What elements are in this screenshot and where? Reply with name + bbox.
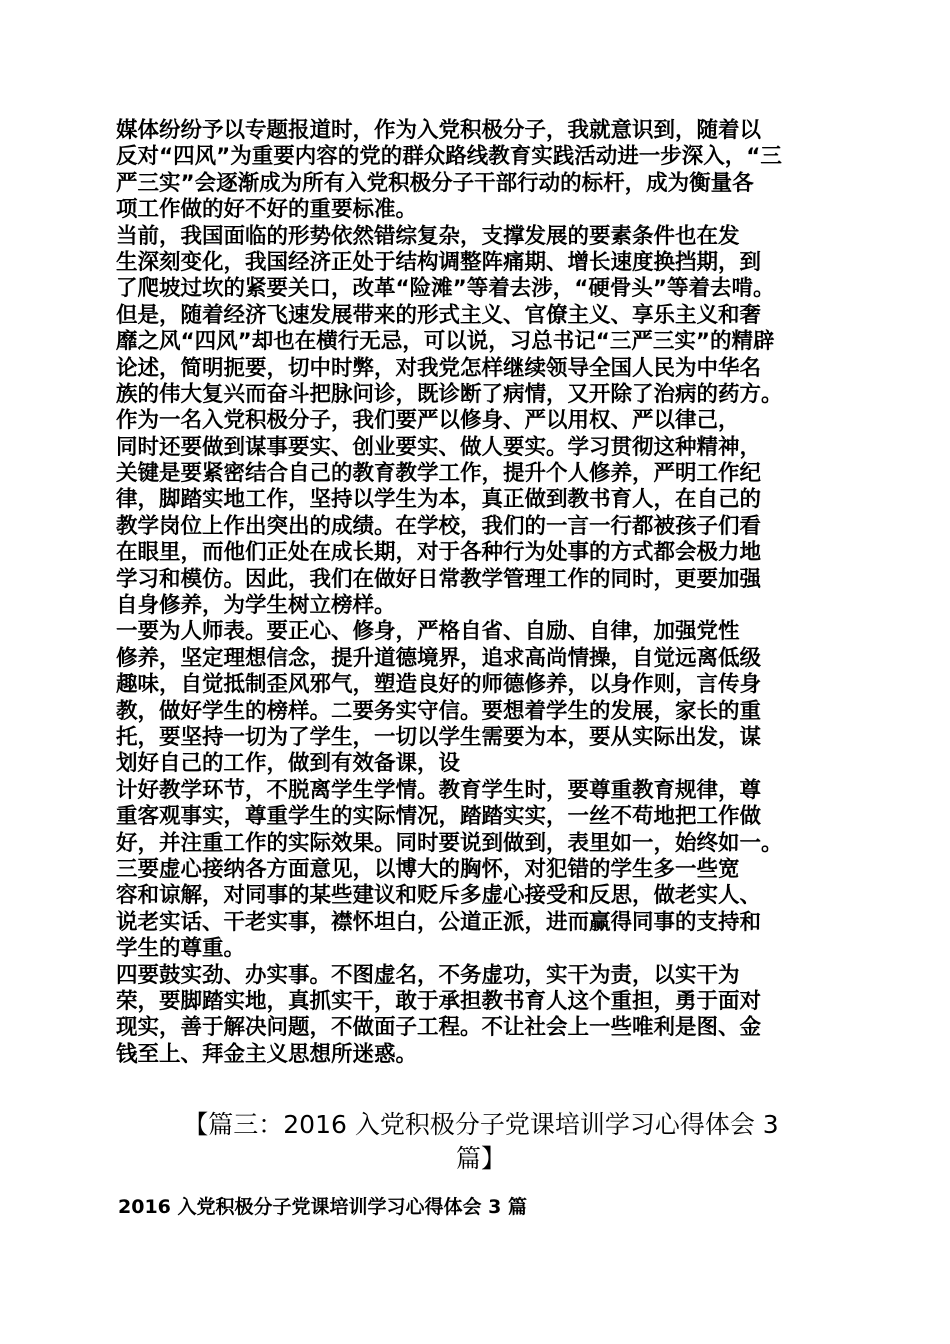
text-line: 教学岗位上作出突出的成绩。在学校，我们的一言一行都被孩子们看 — [116, 513, 762, 539]
text-line: 族的伟大复兴而奋斗把脉问诊，既诊断了病情，又开除了治病的药方。 — [116, 381, 783, 407]
text-line: 靡之风“四风”却也在横行无忌，可以说，习总书记“三严三实”的精辟 — [116, 329, 775, 355]
text-line: 重客观事实，尊重学生的实际情况，踏踏实实，一丝不苟地把工作做 — [116, 804, 762, 830]
text-line: 托，要坚持一切为了学生，一切以学生需要为本，要从实际出发，谋 — [116, 724, 762, 750]
text-line: 容和谅解，对同事的某些建议和贬斥多虚心接受和反思，做老实人、 — [116, 883, 762, 909]
text-line: 但是，随着经济飞速发展带来的形式主义、官僚主义、享乐主义和奢 — [116, 302, 762, 328]
text-line: 划好自己的工作，做到有效备课，设 — [116, 751, 461, 777]
section-heading — [116, 1108, 846, 1176]
text-line: 关键是要紧密结合自己的教育教学工作，提升个人修养，严明工作纪 — [116, 461, 762, 487]
text-line: 教，做好学生的榜样。二要务实守信。要想着学生的发展，家长的重 — [116, 698, 762, 724]
text-line: 四要鼓实劲、办实事。不图虚名，不务虚功，实干为责，以实干为 — [116, 962, 740, 988]
body-text — [116, 118, 846, 1068]
text-line: 现实，善于解决问题，不做面子工程。不让社会上一些唯利是图、金 — [116, 1015, 762, 1041]
text-line: 项工作做的好不好的重要标准。 — [116, 197, 418, 223]
text-line: 修养，坚定理想信念，提升道德境界，追求高尚情操，自觉远离低级 — [116, 645, 762, 671]
section-heading-line-2: 篇】 — [455, 1144, 506, 1173]
text-line: 论述，简明扼要，切中时弊，对我党怎样继续领导全国人民为中华名 — [116, 355, 762, 381]
text-line: 说老实话、干老实事，襟怀坦白，公道正派，进而赢得同事的支持和 — [116, 909, 762, 935]
text-line: 当前，我国面临的形势依然错综复杂，支撑发展的要素条件也在发 — [116, 223, 740, 249]
text-line: 了爬坡过坎的紧要关口，改革“险滩”等着去涉，“硬骨头”等着去啃。 — [116, 276, 775, 302]
text-line: 学习和模仿。因此，我们在做好日常教学管理工作的同时，更要加强 — [116, 566, 762, 592]
text-line: 严三实”会逐渐成为所有入党积极分子干部行动的标杆，成为衡量各 — [116, 170, 754, 196]
text-line: 计好教学环节，不脱离学生学情。教育学生时，要尊重教育规律，尊 — [116, 777, 762, 803]
text-line: 媒体纷纷予以专题报道时，作为入党积极分子，我就意识到，随着以 — [116, 118, 762, 143]
text-line: 生深刻变化，我国经济正处于结构调整阵痛期、增长速度换挡期，到 — [116, 249, 762, 275]
text-line: 一要为人师表。要正心、修身，严格自省、自励、自律，加强党性 — [116, 619, 740, 645]
text-line: 反对“四风”为重要内容的党的群众路线教育实践活动进一步深入，“三 — [116, 144, 782, 170]
text-line: 在眼里，而他们正处在成长期，对于各种行为处事的方式都会极力地 — [116, 540, 762, 566]
text-line: 作为一名入党积极分子，我们要严以修身、严以用权、严以律己， — [116, 408, 740, 434]
text-line: 荣，要脚踏实地，真抓实干，敢于承担教书育人这个重担，勇于面对 — [116, 988, 762, 1014]
text-line: 好，并注重工作的实际效果。同时要说到做到，表里如一，始终如一。 — [116, 830, 783, 856]
text-line: 三要虚心接纳各方面意见，以博大的胸怀，对犯错的学生多一些宽 — [116, 856, 740, 882]
article-title: 2016 入党积极分子党课培训学习心得体会 3 篇 — [118, 1196, 527, 1218]
section-heading-line-1: 【篇三：2016 入党积极分子党课培训学习心得体会 3 — [183, 1110, 779, 1139]
text-line: 同时还要做到谋事要实、创业要实、做人要实。学习贯彻这种精神， — [116, 434, 762, 460]
text-line: 趣味，自觉抵制歪风邪气，塑造良好的师德修养，以身作则，言传身 — [116, 672, 762, 698]
text-line: 自身修养，为学生树立榜样。 — [116, 593, 396, 619]
text-line: 学生的尊重。 — [116, 936, 246, 962]
text-line: 律，脚踏实地工作，坚持以学生为本，真正做到教书育人，在自己的 — [116, 487, 762, 513]
text-line: 钱至上、拜金主义思想所迷惑。 — [116, 1041, 418, 1067]
